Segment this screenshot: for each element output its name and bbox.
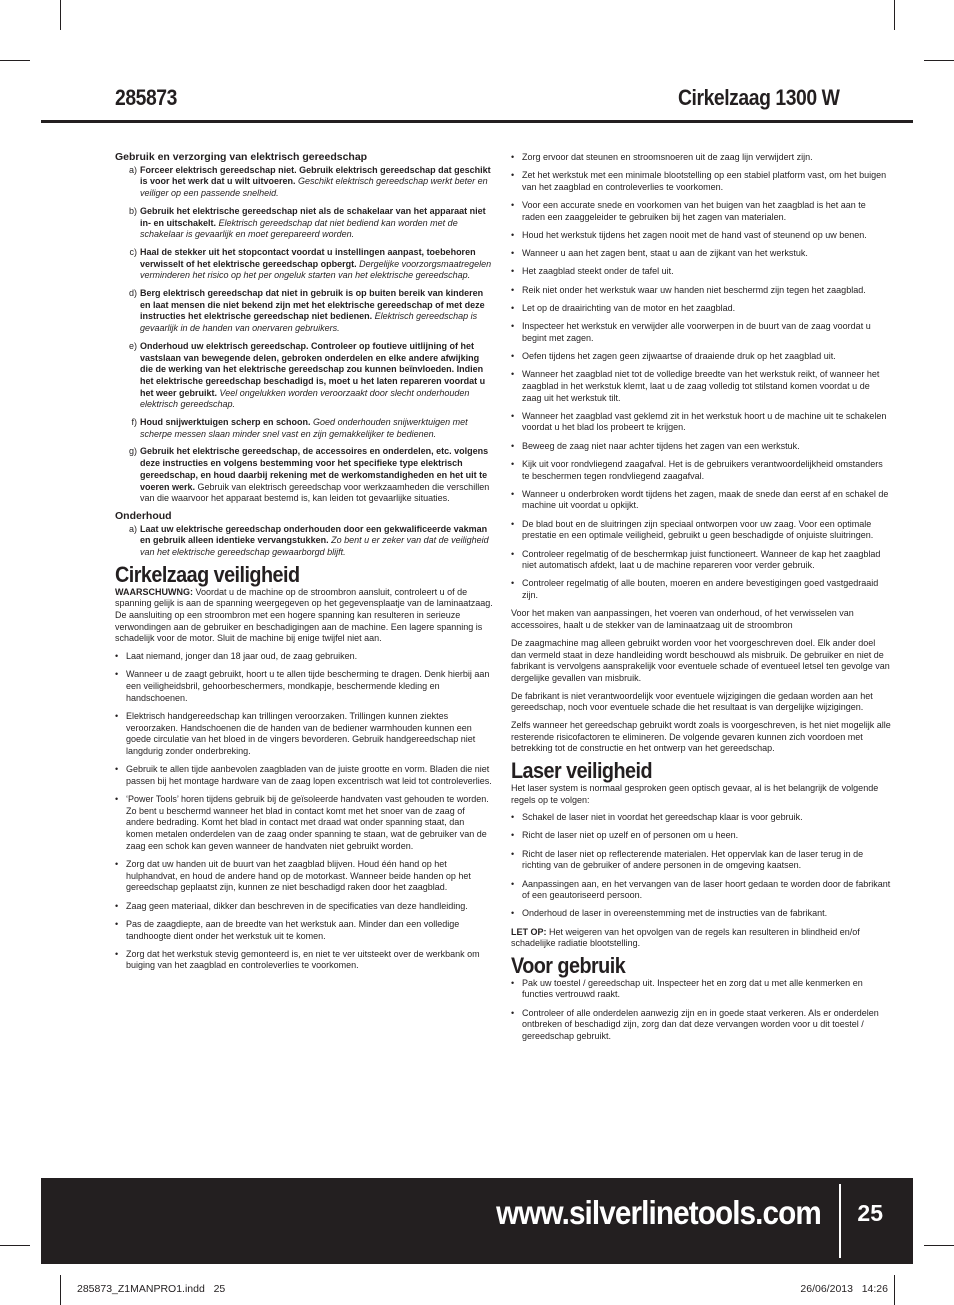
bullet-item — [511, 351, 891, 363]
list-item: a) Laat uw elektrische gereedschap onderhouden door een gekwalificeerde vakman en gebruik alleen identieke vervangstukken. Zo bent u er zeker van dat de veiligheid van het elektrische gereedschap gewaarborgd blijft. — [128, 523, 489, 558]
bullet-item — [511, 549, 891, 572]
bullet-item — [511, 200, 891, 223]
bullet-list — [511, 812, 891, 920]
bullet-icon: • — [511, 830, 515, 841]
bullet-icon: • — [115, 918, 119, 929]
bullet-item — [511, 1008, 891, 1043]
bullet-item — [511, 170, 891, 193]
bullet-icon: • — [511, 369, 515, 380]
bullet-icon: • — [115, 710, 119, 721]
bullet-item — [115, 669, 493, 704]
crop-mark — [0, 1245, 30, 1246]
bullet-text: Zorg dat het werkstuk stevig gemonteerd is, en niet te ver uitsteekt over de werkbank om buiging van het zaagblad en controleverlies te voorkomen. — [126, 948, 480, 971]
bullet-item — [511, 303, 891, 315]
bullet-item — [511, 812, 891, 824]
bullet-text: Gebruik te allen tijde aanbevolen zaagbladen van de juiste grootte en vorm. Bladen die niet passen bij het montage hardware van de zaag lopen excentrisch wat leid tot controleverlies. — [126, 764, 492, 786]
bullet-item — [115, 919, 493, 942]
bullet-icon: • — [115, 794, 119, 805]
bullet-item — [511, 441, 891, 453]
heading-cirkelzaag-veiligheid: Cirkelzaag veiligheid — [115, 561, 300, 587]
bullet-item — [115, 949, 493, 972]
bullet-text: Pak uw toestel / gereedschap uit. Inspecteer het en zorg dat u met alle kenmerken en functies vertrouwd raakt. — [522, 977, 863, 1000]
crop-mark — [894, 1275, 895, 1305]
footer-divider — [839, 1184, 841, 1258]
bullet-item — [511, 849, 891, 872]
bullet-text: Zet het werkstuk met een minimale blootstelling op een stabiel platform vast, om het buigen van het zaagblad en controleverlies te voorkomen. — [522, 170, 887, 192]
bullet-icon: • — [115, 764, 119, 775]
bullet-text: Let op de draairichting van de motor en het zaagblad. — [522, 302, 736, 313]
slug-date: 26/06/2013 14:26 — [800, 1283, 888, 1295]
bullet-item — [115, 901, 493, 913]
bullet-text: Kijk uit voor rondvliegend zaagafval. Het is de gebruikers verantwoordelijkheid omstanders te beschermen tegen rondvliegend zaagafval. — [522, 458, 883, 481]
crop-mark — [60, 1275, 61, 1305]
product-title: Cirkelzaag 1300 W — [677, 85, 839, 110]
right-column — [511, 152, 891, 1049]
product-code: 285873 — [115, 85, 177, 110]
bullet-item — [115, 651, 493, 663]
bullet-list — [511, 978, 891, 1043]
bullet-list — [511, 152, 891, 602]
bullet-icon: • — [511, 152, 515, 162]
paragraph: Zelfs wanneer het gereedschap gebruikt wordt zoals is voorgeschreven, is het niet mogelijk alle resterende risicofactoren te elimineren. De volgende gevaren kunnen zich voordoen met betrekking tot de constructie en het ontwerp van het gereedschap. — [511, 720, 891, 754]
list-item: e) Onderhoud uw elektrisch gereedschap. Controleer op foutieve uitlijning of het vastslaan van bewegende delen, gebroken onderdelen en elke andere afwijking die de werking van het elektrische gereedschap zou kunnen beïnvloeden. Indien het elektrische gereedschap beschadigd is, moet u het laten repareren voordat u het weer gebruikt. Veel ongelukken worden veroorzaakt door slecht onderhouden elektrisch gereedschap. — [128, 340, 486, 410]
bullet-text: Zorg dat uw handen uit de buurt van het zaagblad blijven. Houd één hand op het hulphandvat, en houd de andere hand op de motorkast. Wanneer beide handen op het gereedschap geplaatst zijn, kunnen ze niet beschadigd raken door het zaagblad. — [126, 859, 471, 893]
bullet-text: Controleer of alle onderdelen aanwezig zijn en in goede staat verkeren. Als er onderdelen ontbreken of beschadigd zijn, zorg dan dat deze vervangen worden voor u dit toestel / gereedschap gebruikt. — [522, 1007, 879, 1042]
note-paragraph: LET OP: Het weigeren van het opvolgen van de regels kan resulteren in blindheid en/of schadelijke radiatie blootstelling. — [511, 926, 860, 949]
list-item: g) Gebruik het elektrische gereedschap, de accessoires en onderdelen, etc. volgens deze instructies en volgens bestemming voor het specifieke type elektrisch gereedschap, en houd daarbij rekening met de werkomstandigheden en het uit te voeren werk. Gebruik van elektrisch gereedschap voor werkzaamheden die verschillen van die waarvoor het apparaat bestemd is, kan leiden tot gevaarlijke situaties. — [128, 446, 490, 504]
bullet-item — [511, 578, 891, 601]
section-title: Gebruik en verzorging van elektrisch gereedschap — [115, 151, 368, 163]
crop-mark — [924, 1245, 954, 1246]
page-number: 25 — [857, 1200, 883, 1226]
list-item: c) Haal de stekker uit het stopcontact voordat u instellingen aanpast, toebehoren verwisselt of het elektrische gereedschap opbergt. Dergelijke voorzorgsmaatregelen verminderen het risico op het per ongeluk starten van het elektrische gereedschap. — [129, 246, 492, 281]
list-item: d) Berg elektrisch gereedschap dat niet in gebruik is op buiten bereik van kinderen en laat mensen die niet bekend zijn met het elektrische gereedschap of met deze instructies het elektrische gereedschap niet bedienen. Elektrisch gereedschap is gevaarlijk in de handen van onervaren gebruikers. — [128, 288, 485, 334]
footer-bar — [41, 1178, 913, 1264]
bullet-item — [511, 152, 891, 164]
bullet-text: Het zaagblad steekt onder de tafel uit. — [522, 266, 674, 277]
bullet-icon: • — [115, 948, 119, 959]
bullet-text: Zaag geen materiaal, dikker dan beschreven in de specificaties van deze handleiding. — [126, 900, 468, 911]
crop-mark — [924, 60, 954, 61]
bullet-icon: • — [511, 908, 515, 919]
bullet-text: Houd het werkstuk tijdens het zagen nooit met de hand vast of steunend op uw benen. — [522, 230, 867, 241]
bullet-item — [511, 230, 891, 242]
slug-filename: 285873_Z1MANPRO1.indd 25 — [77, 1283, 226, 1295]
bullet-icon: • — [511, 848, 515, 859]
warning-paragraph: WAARSCHUWNG: Voordat u de machine op de stroombron aansluit, controleert u of de spanning gelijk is aan de spanning weergegeven op het gegevensplaatje van de laminaatzaag. De aansluiting op een stroombron met een hogere spanning kan resulteren in serieuze verwondingen aan de gebruiker en beschadigingen aan de machine. Een lagere spanning is schadelijk voor de motor. Sluit de machine bij enige twijfel niet aan. — [115, 586, 493, 644]
bullet-text: Controleer regelmatig of alle bouten, moeren en andere bevestigingen goed vastgedraaid zijn. — [522, 578, 879, 601]
list-item: b) Gebruik het elektrische gereedschap niet als de schakelaar van het apparaat niet in- en uitschakelt. Elektrisch gereedschap dat niet bediend kan worden met de schakelaar is gevaarlijk en moet gerepareerd worden. — [128, 205, 486, 240]
list-item: a) Forceer elektrisch gereedschap niet. Gebruik elektrisch gereedschap dat geschikt is voor het werk dat u wilt uitvoeren. Geschikt elektrisch gereedschap werkt beter en veiliger op een passende snelheid. — [128, 164, 491, 199]
heading-laser-veiligheid: Laser veiligheid — [511, 758, 653, 784]
bullet-text: ‘Power Tools’ horen tijdens gebruik bij de geïsoleerde handvaten vast gehouden te worden. Zo bent u beschermd wanneer het blad in contact komt met het snoer van de zaag of andere bedrading. Komt het blad in contact met draad wat onder spanning staat, dan komen metalen onderdelen van de zaag onder spanning te staan, wat de gebruiker van de zaag een schok kan geven wanneer de handvaten niet gebruikt worden. — [126, 794, 489, 851]
bullet-text: Wanneer u onderbroken wordt tijdens het zagen, maak de snede dan eerst af en schakel de machine uit voordat u opkijkt. — [522, 488, 889, 511]
bullet-item — [115, 794, 493, 853]
bullet-item — [115, 859, 493, 894]
bullet-text: Voor een accurate snede en voorkomen van het buigen van het zaagblad is het aan te raden een zaaggeleider te gebruiken bij het zagen van materialen. — [522, 200, 866, 222]
bullet-icon: • — [511, 266, 515, 277]
bullet-item — [511, 248, 891, 260]
list-item: f) Houd snijwerktuigen scherp en schoon. Goed onderhouden snijwerktuigen met scherpe messen slaan minder snel vast en zijn gemakkelijker te bedienen. — [131, 417, 468, 439]
bullet-icon: • — [511, 578, 515, 589]
bullet-text: De blad bout en de sluitringen zijn speciaal ontworpen voor uw zaag. Voor een optimale prestatie en een optimale veiligheid, gebruikt u geen beschadigde of onjuiste sluitringen. — [522, 518, 874, 541]
section-title: Onderhoud — [115, 509, 172, 522]
bullet-icon: • — [511, 321, 515, 332]
bullet-item — [511, 459, 891, 482]
bullet-list — [115, 651, 493, 972]
bullet-text: Elektrisch handgereedschap kan trillingen veroorzaken. Trillingen kunnen ziektes veroorzaken. Handschoenen die de handen van de bediener warmhouden kunnen een goede circulatie van het bloed in de vingers bevorderen. Gebruik handgereedschap niet langdurig zonder onderbreking. — [126, 710, 476, 756]
bullet-text: Wanneer het zaagblad niet tot de volledige breedte van het werkstuk reikt, of wanneer het zaagblad in het werkstuk klemt, laat u de zaag volledig tot stilstand komen voordat u de zaag uit het werkstuk tilt. — [522, 369, 880, 403]
bullet-icon: • — [511, 410, 515, 421]
bullet-icon: • — [511, 1007, 515, 1018]
bullet-item — [511, 830, 891, 842]
header-rule — [41, 120, 913, 123]
bullet-item — [115, 764, 493, 787]
website-url[interactable]: www.silverlinetools.com — [496, 1194, 821, 1231]
bullet-item — [511, 978, 891, 1001]
bullet-icon: • — [511, 518, 515, 529]
bullet-text: Aanpassingen aan, en het vervangen van de laser hoort gedaan te worden door de fabrikant of een geautoriseerd persoon. — [522, 878, 891, 901]
bullet-text: Wanneer u de zaagt gebruikt, hoort u te allen tijde bescherming te dragen. Denk hierbij aan een veiligheidsbril, gehoorbeschermers, mondkapje, beschermende kleding en handschoenen. — [126, 669, 490, 703]
bullet-item — [511, 266, 891, 278]
bullet-text: Richt de laser niet op uzelf en of personen om u heen. — [522, 830, 739, 841]
bullet-icon: • — [115, 651, 119, 662]
heading-voor-gebruik: Voor gebruik — [511, 953, 626, 979]
bullet-item — [511, 411, 891, 434]
bullet-text: Reik niet onder het werkstuk waar uw handen niet beschermd zijn tegen het zaagblad. — [522, 284, 866, 295]
bullet-text: Onderhoud de laser in overeenstemming met de instructies van de fabrikant. — [522, 908, 828, 919]
bullet-item — [511, 519, 891, 542]
paragraph: Het laser system is normaal gesproken geen optisch gevaar, al is het belangrijk de volgende regels op te volgen: — [511, 782, 879, 805]
bullet-icon: • — [511, 170, 515, 181]
paragraph: De zaagmachine mag alleen gebruikt worden voor het voorgeschreven doel. Elk ander doel dan vermeld staat in deze handleiding wordt beschouwd als misbruik. De gebruiker en niet de fabrikant is vervolgens aansprakelijk voor eventuele schade of eventueel letsel ten gevolge van dergelijke gevallen van misbruik. — [511, 637, 890, 683]
bullet-item — [511, 879, 891, 902]
bullet-text: Wanneer u aan het zagen bent, staat u aan de zijkant van het werkstuk. — [522, 248, 808, 259]
bullet-icon: • — [511, 878, 515, 889]
bullet-icon: • — [511, 440, 515, 451]
bullet-item — [511, 321, 891, 344]
bullet-icon: • — [511, 230, 515, 241]
bullet-icon: • — [511, 248, 515, 259]
bullet-item — [115, 711, 493, 758]
bullet-item — [511, 285, 891, 297]
bullet-text: Pas de zaagdiepte, aan de breedte van het werkstuk aan. Minder dan een volledige tandhoogte dient onder het werkstuk uit te komen. — [126, 918, 460, 941]
bullet-icon: • — [511, 812, 515, 823]
crop-mark — [894, 0, 895, 30]
crop-mark — [60, 0, 61, 30]
bullet-icon: • — [511, 488, 515, 499]
bullet-icon: • — [511, 977, 515, 988]
bullet-text: Schakel de laser niet in voordat het gereedschap klaar is voor gebruik. — [522, 812, 803, 823]
bullet-text: Controleer regelmatig of de beschermkap juist functioneert. Wanneer de kap het zaagblad niet automatisch afdekt, laat u de machine repareren voor verder gebruik. — [522, 548, 881, 571]
bullet-icon: • — [115, 859, 119, 870]
bullet-item — [511, 369, 891, 404]
bullet-text: Laat niemand, jonger dan 18 jaar oud, de zaag gebruiken. — [126, 651, 358, 662]
bullet-text: Beweeg de zaag niet naar achter tijdens het zagen van een werkstuk. — [522, 440, 800, 451]
bullet-item — [511, 489, 891, 512]
bullet-item — [511, 908, 891, 920]
bullet-text: Zorg ervoor dat steunen en stroomsnoeren uit de zaag lijn verwijdert zijn. — [522, 152, 813, 162]
paragraph: De fabrikant is niet verantwoordelijk voor eventuele wijzigingen die gedaan worden aan het gereedschap, noch voor eventuele schade die het resultaat is van dergelijke wijzigingen. — [511, 690, 873, 713]
bullet-icon: • — [511, 548, 515, 559]
bullet-icon: • — [511, 200, 515, 211]
bullet-text: Oefen tijdens het zagen geen zijwaartse of draaiende druk op het zaagblad uit. — [522, 350, 836, 361]
bullet-text: Wanneer het zaagblad vast geklemd zit in het werkstuk hoort u de machine uit te schakelen voordat u het blad los probeert te krijgen. — [522, 410, 887, 433]
bullet-icon: • — [511, 302, 515, 313]
bullet-icon: • — [511, 350, 515, 361]
bullet-text: Inspecteer het werkstuk en verwijder alle voorwerpen in de buurt van de zaag voordat u begint met zagen. — [522, 321, 871, 343]
bullet-icon: • — [115, 669, 119, 680]
crop-mark — [0, 60, 30, 61]
bullet-text: Richt de laser niet op reflecterende materialen. Het oppervlak kan de laser terug in de richting van de gebruiker of andere personen in de omgeving kaatsen. — [522, 848, 864, 871]
paragraph: Voor het maken van aanpassingen, het voeren van onderhoud, of het verwisselen van accessoires, haalt u de stekker van de laminaatzaag uit de stroombron — [511, 608, 854, 631]
left-column — [115, 152, 493, 979]
bullet-icon: • — [511, 458, 515, 469]
bullet-icon: • — [115, 900, 119, 911]
bullet-icon: • — [511, 284, 515, 295]
